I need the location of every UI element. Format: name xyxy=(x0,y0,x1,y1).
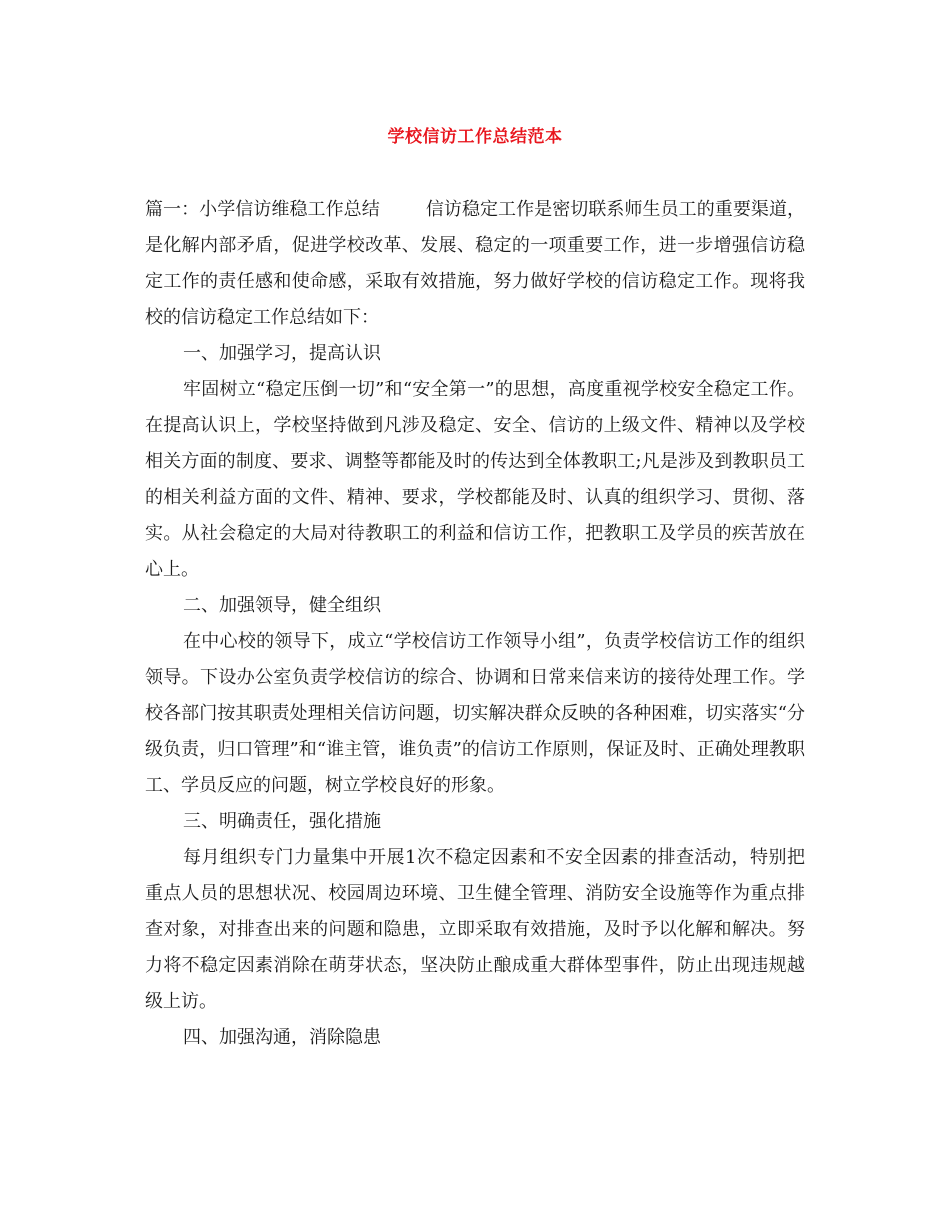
section-paragraph: 牢固树立“稳定压倒一切”和“安全第一”的思想，高度重视学校安全稳定工作。在提高认识上，学校坚持做到凡涉及稳定、安全、信访的上级文件、精神以及学校相关方面的制度、要求、调整等都能及时的传达到全体教职工;凡是涉及到教职员工的相关利益方面的文件、精神、要求，学校都能及时、认真的组织学习、贯彻、落实。从社会稳定的大局对待教职工的利益和信访工作，把教职工及学员的疾苦放在心上。 xyxy=(145,379,805,580)
intro-text: 信访稳定工作是密切联系师生员工的重要渠道，是化解内部矛盾，促进学校改革、发展、稳定的一项重要工作，进一步增强信访稳定工作的责任感和使命感，采取有效措施，努力做好学校的信访稳定工作。现将我校的信访稳定工作总结如下： xyxy=(145,199,805,328)
section-heading: 二、加强领导，健全组织 xyxy=(183,595,381,616)
intro-heading: 篇一：小学信访维稳工作总结 xyxy=(145,199,380,220)
document-title: 学校信访工作总结范本 xyxy=(387,127,563,147)
section-paragraph: 在中心校的领导下，成立“学校信访工作领导小组”，负责学校信访工作的组织领导。下设办公室负责学校信访的综合、协调和日常来信来访的接待处理工作。学校各部门按其职责处理相关信访问题，切实解决群众反映的各种困难，切实落实“分级负责，归口管理”和“谁主管，谁负责”的信访工作原则，保证及时、正确处理教职工、学员反应的问题，树立学校良好的形象。 xyxy=(145,631,805,796)
section-heading: 一、加强学习，提高认识 xyxy=(183,343,381,364)
section-heading: 四、加强沟通，消除隐患 xyxy=(183,1027,381,1048)
section-paragraph: 每月组织专门力量集中开展1次不稳定因素和不安全因素的排查活动，特别把重点人员的思想状况、校园周边环境、卫生健全管理、消防安全设施等作为重点排查对象，对排查出来的问题和隐患，立即采取有效措施，及时予以化解和解决。努力将不稳定因素消除在萌芽状态，坚决防止酿成重大群体型事件，防止出现违规越级上访。 xyxy=(145,847,805,1012)
intro-paragraph xyxy=(145,192,805,336)
section-heading: 三、明确责任，强化措施 xyxy=(183,811,381,832)
document-body xyxy=(145,192,805,1056)
